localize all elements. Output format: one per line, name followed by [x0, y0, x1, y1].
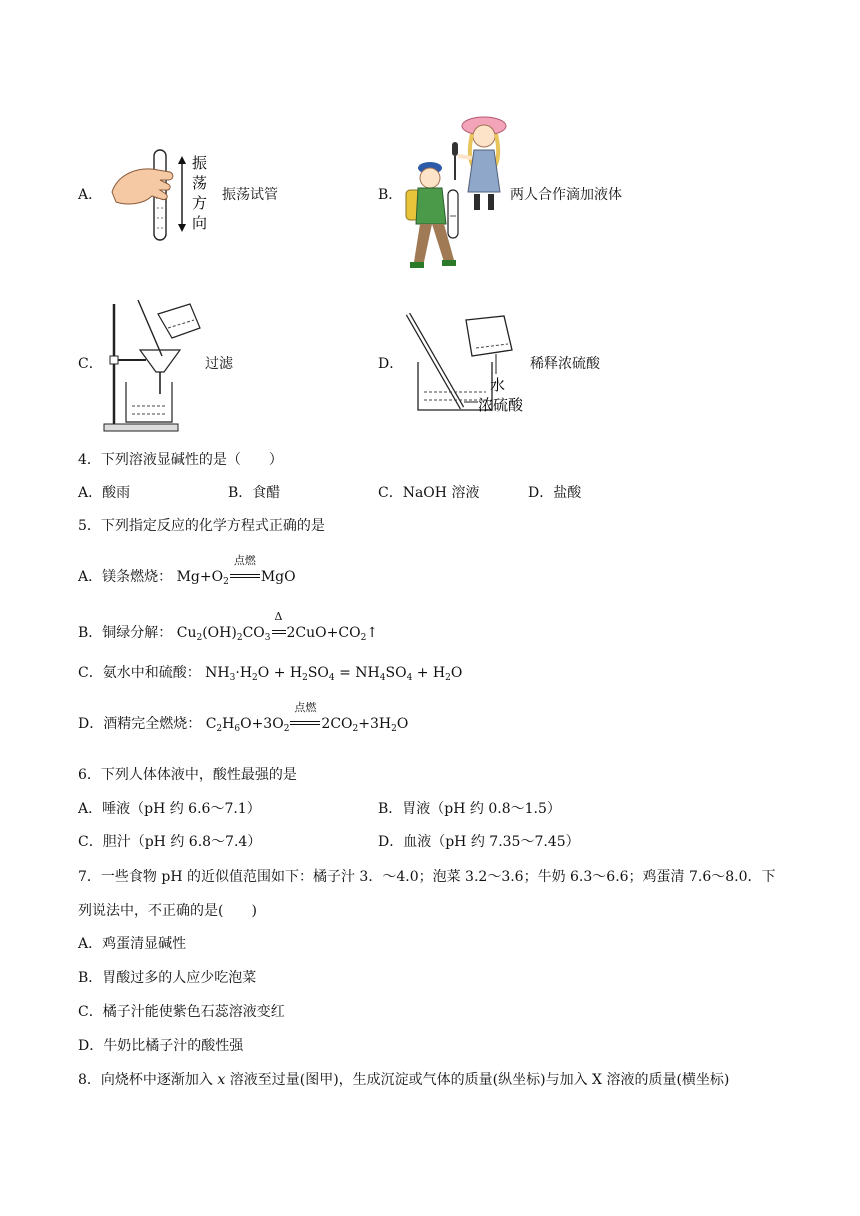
q5-option-a-label: A．镁条燃烧：	[78, 569, 173, 585]
pouring-beaker	[158, 304, 200, 338]
q7-option-d: D．牛奶比橘子汁的酸性强	[78, 1038, 244, 1054]
q4-option-d: D．盐酸	[528, 485, 582, 501]
q7-stem-line-2: 列说法中，不正确的是( )	[78, 903, 257, 919]
q5-option-d	[78, 701, 409, 734]
q5-option-b	[78, 610, 379, 643]
q5-option-c-equation: $NH_3\cdot H_2O + H_2SO_4 = NH_4SO_4 + H_2O$	[205, 665, 463, 683]
q8-variable-x: x	[217, 1072, 226, 1088]
receiving-beaker	[126, 382, 172, 422]
q4-option-c: C．NaOH 溶液	[378, 485, 480, 501]
two-people-dropper-figure	[402, 112, 508, 272]
q7-option-c: C．橘子汁能使紫色石蕊溶液变红	[78, 1004, 285, 1020]
q5-stem: 5．下列指定反应的化学方程式正确的是	[78, 518, 325, 534]
hand-drawing	[112, 169, 173, 204]
q3-option-d-letter: D．	[378, 356, 404, 372]
direction-char-2: 荡	[192, 174, 208, 192]
direction-char-4: 向	[192, 214, 208, 232]
q6-option-c: C．胆汁（pH 约 6.8～7.4）	[78, 834, 262, 850]
q8-stem	[78, 1071, 729, 1089]
q5-option-b-equation: $Cu_2(OH)_2CO_3$ Δ $2CuO+CO_2↑$	[176, 610, 379, 643]
water-label: 水	[490, 376, 506, 394]
pouring-beaker	[466, 316, 512, 356]
q3-option-a-letter: A．	[78, 187, 103, 203]
q4-option-b: B．食醋	[228, 485, 281, 501]
q5-option-a	[78, 554, 296, 587]
q8-stem-post: 溶液至过量(图甲)，生成沉淀或气体的质量(纵坐标)与加入 X 溶液的质量(横坐标)	[229, 1072, 730, 1088]
test-tube	[448, 190, 458, 238]
q3-option-c-caption: 过滤	[205, 356, 233, 372]
q6-option-d: D．血液（pH 约 7.35～7.45）	[378, 834, 580, 850]
q7-stem-line-1: 7．一些食物 pH 的近似值范围如下：橘子汁 3．～4.0；泡菜 3.2～3.6；牛奶 6.3～6.6；鸡蛋清 7.6～8.0．下	[78, 869, 776, 885]
q5-option-b-label: B．铜绿分解：	[78, 625, 173, 641]
ignite-condition: 点燃	[294, 701, 317, 714]
q3-option-b-caption: 两人合作滴加液体	[510, 187, 622, 203]
q7-option-b: B．胃酸过多的人应少吃泡菜	[78, 970, 257, 986]
dropper-bulb	[452, 142, 458, 156]
q3-option-b-letter: B．	[378, 187, 403, 203]
q3-option-c-letter: C．	[78, 356, 103, 372]
direction-char-1: 振	[192, 154, 208, 172]
q6-option-a: A．唾液（pH 约 6.6～7.1）	[78, 801, 261, 817]
q5-option-c-label: C．氨水中和硫酸：	[78, 665, 201, 681]
q3-option-d-caption: 稀释浓硫酸	[530, 356, 600, 372]
q8-stem-pre: 8．向烧杯中逐渐加入	[78, 1072, 213, 1088]
boy-shirt	[416, 188, 446, 224]
sulfuric-acid-label: 浓硫酸	[478, 396, 524, 414]
dilute-sulfuric-acid-figure	[400, 310, 534, 420]
q5-option-d-equation: $C_2H_6O+3O_2$ 点燃 $2CO_2+3H_2O$	[205, 701, 409, 734]
q3-option-a-caption: 振荡试管	[222, 187, 278, 203]
ignite-condition: 点燃	[233, 554, 256, 567]
q5-option-c	[78, 664, 462, 682]
girl-dress	[468, 150, 500, 192]
q6-stem: 6．下列人体体液中，酸性最强的是	[78, 767, 297, 783]
heat-condition: Δ	[274, 610, 283, 623]
stand-base	[104, 424, 178, 431]
q4-option-a: A．酸雨	[78, 485, 131, 501]
q5-option-a-equation: $Mg+O_2$ 点燃 MgO	[176, 554, 296, 587]
q7-option-a: A．鸡蛋清显碱性	[78, 936, 187, 952]
q6-option-b: B．胃液（pH 约 0.8～1.5）	[378, 801, 561, 817]
filtration-figure	[102, 298, 206, 434]
shake-test-tube-figure	[108, 148, 216, 242]
q4-stem: 4．下列溶液显碱性的是（ ）	[78, 452, 283, 468]
glass-rod	[138, 300, 162, 356]
q5-option-d-label: D．酒精完全燃烧：	[78, 716, 202, 732]
direction-char-3: 方	[192, 194, 208, 212]
